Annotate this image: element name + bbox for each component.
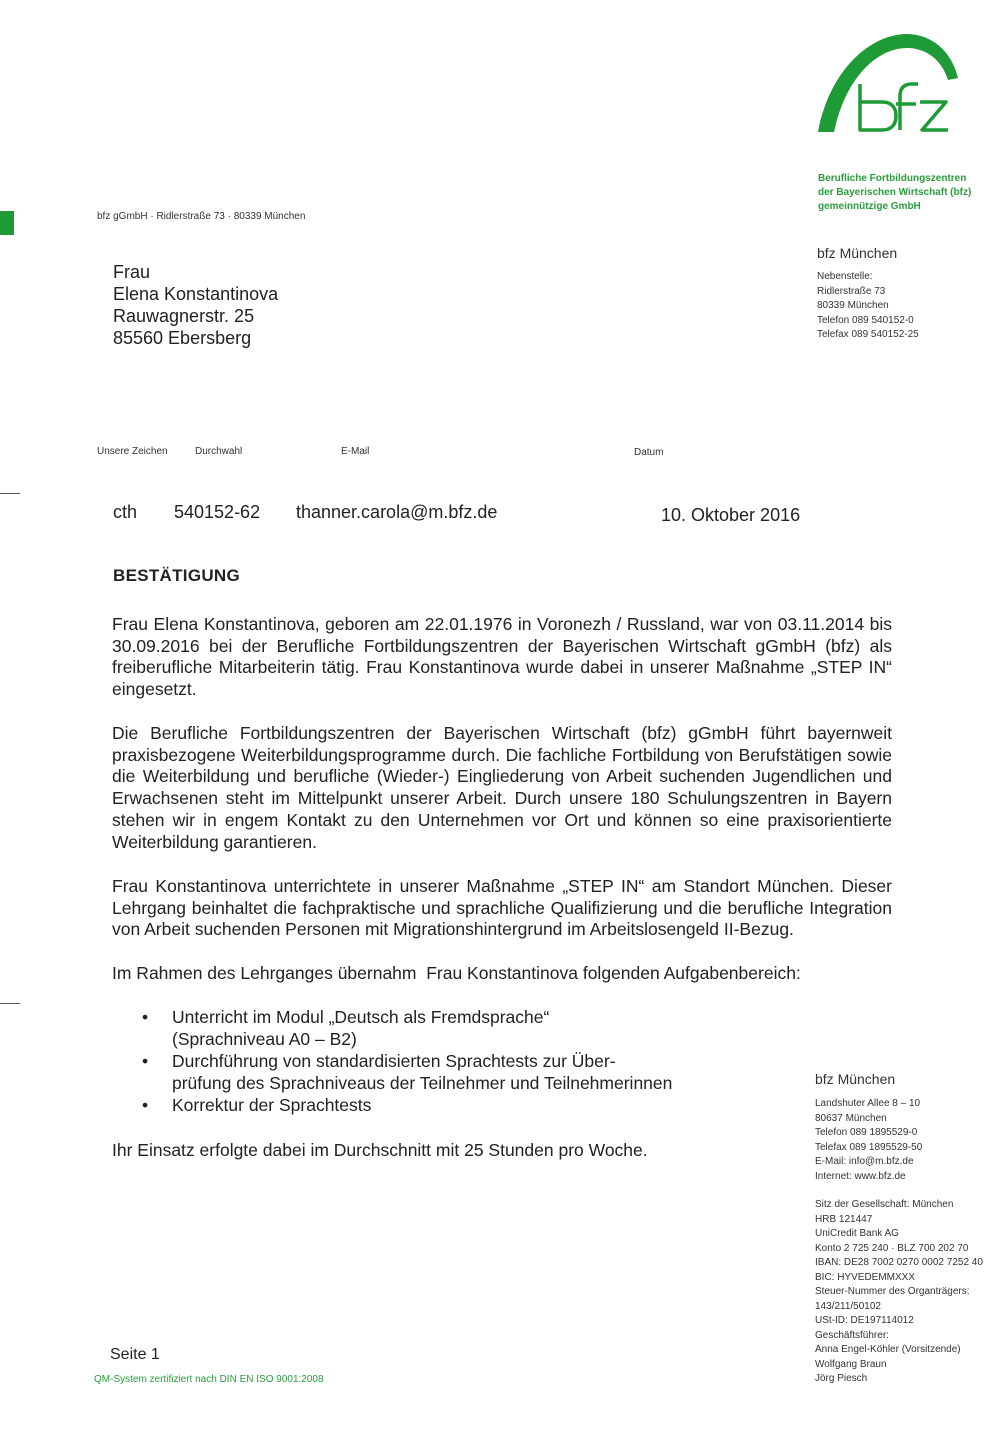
sidebar-line: Steuer-Nummer des Organträgers:	[815, 1286, 970, 1297]
list-item-text: Durchführung von standardisierten Sprachtests zur Über- prüfung des Sprachniveaus der Teilnehmer und Teilnehmerinnen	[172, 1051, 673, 1093]
sidebar-line: Nebenstelle:	[817, 271, 873, 282]
sidebar-line: Konto 2 725 240 · BLZ 700 202 70	[815, 1242, 969, 1254]
sidebar-line: Jörg Piesch	[815, 1373, 868, 1384]
sidebar-legal	[815, 1198, 983, 1387]
list-item	[112, 1050, 752, 1094]
task-list	[112, 1006, 752, 1116]
sender-line: bfz gGmbH · Ridlerstraße 73 · 80339 München	[97, 211, 306, 222]
ref-label-email: E-Mail	[341, 446, 370, 457]
sidebar-top	[817, 245, 919, 343]
sidebar-line: HRB 121447	[815, 1213, 873, 1225]
list-item-text: Korrektur der Sprachtests	[172, 1095, 372, 1115]
page-number: Seite 1	[110, 1346, 160, 1363]
bullet-icon: •	[142, 1051, 149, 1071]
punch-mark	[0, 211, 14, 235]
sidebar-line: IBAN: DE28 7002 0270 0002 7252 40	[815, 1257, 983, 1268]
ref-label-datum: Datum	[634, 447, 664, 458]
ref-label-durchwahl: Durchwahl	[195, 446, 243, 457]
paragraph-5	[112, 1140, 892, 1162]
recipient-address	[113, 261, 278, 349]
sidebar-line: Anna Engel-Köhler (Vorsitzende)	[815, 1344, 961, 1355]
paragraph-text: Frau Konstantinova unterrichtete in unserer Maßnahme „STEP IN“ am Standort München. Dieser Lehrgang beinhaltet die fachpraktische und sprachliche Qualifizierung und die berufliche Integration von Arbeit suchenden Personen mit Migrationshintergrund im Arbeitslosengeld II-Bezug.	[112, 876, 892, 940]
recipient-street: Rauwagnerstr. 25	[113, 306, 255, 326]
paragraph-text: Die Berufliche Fortbildungszentren der Bayerischen Wirtschaft (bfz) gGmbH führt bayernweit praxisbezogene Weiterbildungsprogramme durch. Die fachliche Fortbildung von Berufstätigen sowie die Weiterbildung und berufliche (Wieder-) Eingliederung von Arbeit suchenden Jugendlichen und Erwachsenen steht im Mittelpunkt unserer Arbeit. Durch unsere 180 Schulungszentren in Bayern stehen wir in engem Kontakt zu den Unternehmen vor Ort und können so eine praxisorientierte Weiterbildung garantieren.	[112, 723, 892, 852]
recipient-city: 85560 Ebersberg	[113, 328, 252, 348]
ref-value-datum: 10. Oktober 2016	[661, 505, 801, 525]
paragraph-text: Im Rahmen des Lehrganges übernahm Frau Konstantinova folgenden Aufgabenbereich:	[112, 963, 801, 983]
fold-mark	[0, 1003, 20, 1004]
sidebar-line: UniCredit Bank AG	[815, 1228, 899, 1239]
bfz-logo	[812, 28, 962, 140]
paragraph-4	[112, 963, 892, 985]
ref-value-durchwahl: 540152-62	[174, 502, 261, 522]
sidebar-line: 80339 München	[817, 300, 889, 311]
bullet-icon: •	[142, 1095, 149, 1115]
sidebar-title: bfz München	[817, 245, 898, 261]
bullet-icon: •	[142, 1007, 149, 1027]
paragraph-3	[112, 876, 892, 941]
sidebar-line: Internet: www.bfz.de	[815, 1170, 906, 1182]
letter-heading: BESTÄTIGUNG	[113, 566, 241, 585]
sidebar-line: Telefon 089 540152-0	[817, 314, 914, 326]
sidebar-line: USt-ID: DE197114012	[815, 1315, 914, 1326]
sidebar-line: BIC: HYVEDEMMXXX	[815, 1271, 916, 1283]
ref-label-zeichen: Unsere Zeichen	[97, 446, 168, 457]
sidebar-line: Telefax 089 1895529-50	[815, 1141, 923, 1153]
sidebar-line: E-Mail: info@m.bfz.de	[815, 1156, 914, 1167]
ref-value-email: thanner.carola@m.bfz.de	[296, 502, 498, 522]
sidebar-line: Landshuter Allee 8 – 10	[815, 1098, 921, 1109]
org-line: gemeinnützige GmbH	[818, 201, 921, 212]
list-item	[112, 1006, 752, 1050]
paragraph-1	[112, 614, 892, 701]
sidebar-line: Sitz der Gesellschaft: München	[815, 1199, 954, 1210]
sidebar-title: bfz München	[815, 1071, 896, 1087]
org-description	[818, 172, 971, 214]
qm-certification: QM-System zertifiziert nach DIN EN ISO 9001:2008	[94, 1374, 324, 1385]
org-line: der Bayerischen Wirtschaft (bfz)	[818, 187, 972, 198]
sidebar-line: Geschäftsführer:	[815, 1329, 889, 1341]
sidebar-bottom	[815, 1071, 983, 1387]
recipient-name: Elena Konstantinova	[113, 284, 279, 304]
sidebar-line: Wolfgang Braun	[815, 1358, 887, 1370]
paragraph-text: Ihr Einsatz erfolgte dabei im Durchschnitt mit 25 Stunden pro Woche.	[112, 1140, 648, 1160]
sidebar-line: 143/211/50102	[815, 1300, 881, 1312]
fold-mark	[0, 493, 20, 494]
sidebar-line: Telefax 089 540152-25	[817, 329, 919, 340]
recipient-salutation: Frau	[113, 262, 151, 282]
ref-value-zeichen: cth	[113, 502, 138, 522]
sidebar-line: 80637 München	[815, 1112, 887, 1124]
sidebar-contact	[815, 1097, 983, 1184]
sidebar-line: Telefon 089 1895529-0	[815, 1127, 918, 1138]
sidebar-line: Ridlerstraße 73	[817, 285, 886, 297]
bfz-logo-graphic	[812, 28, 962, 140]
org-line: Berufliche Fortbildungszentren	[818, 173, 967, 184]
list-item	[112, 1094, 752, 1116]
paragraph-text: Frau Elena Konstantinova, geboren am 22.01.1976 in Voronezh / Russland, war von 03.11.2014 bis 30.09.2016 bei der Berufliche Fortbildungszentren der Bayerischen Wirtschaft gGmbH (bfz) als freiberufliche Mitarbeiterin tätig. Frau Konstantinova wurde dabei in unserer Maßnahme „STEP IN“ eingesetzt.	[112, 614, 892, 700]
list-item-text: Unterricht im Modul „Deutsch als Fremdsprache“ (Sprachniveau A0 – B2)	[172, 1007, 550, 1049]
paragraph-2	[112, 723, 892, 853]
